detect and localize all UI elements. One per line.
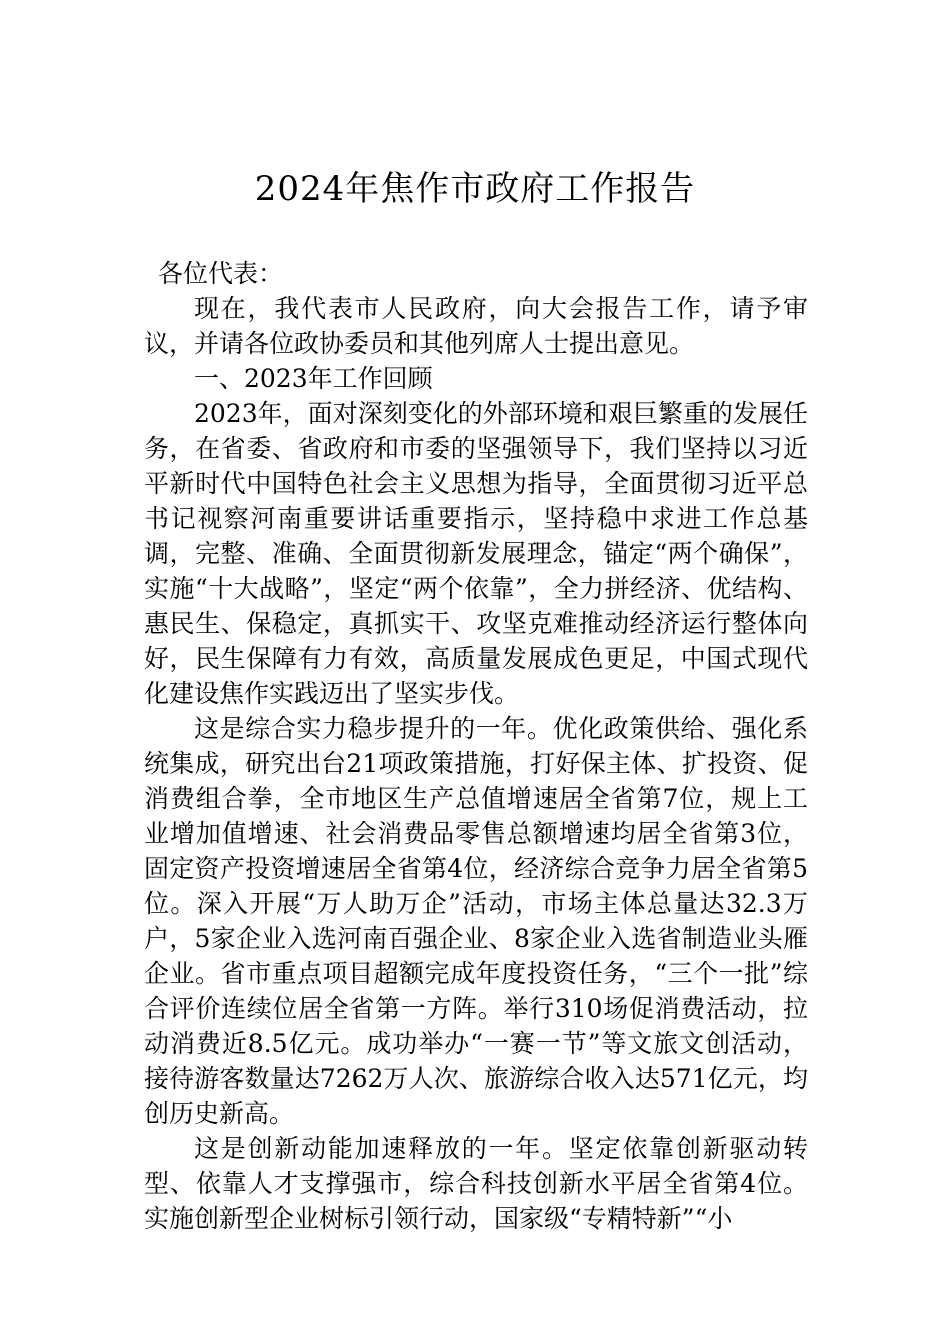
salutation: 各位代表： — [158, 259, 284, 288]
document-body — [144, 256, 808, 1236]
paragraph-strength: 这是综合实力稳步提升的一年。优化政策供给、强化系统集成，研究出台21项政策措施，打好保主体、扩投资、促消费组合拳，全市地区生产总值增速居全省第7位，规上工业增加值增速、社会消费品零售总额增速均居全省第3位，固定资产投资增速居全省第4位，经济综合竞争力居全省第5位。深入开展“万人助万企”活动，市场主体总量达32.3万户，5家企业入选河南百强企业、8家企业入选省制造业头雁企业。省市重点项目超额完成年度投资任务，“三个一批”综合评价连续位居全省第一方阵。举行310场促消费活动，拉动消费近8.5亿元。成功举办“一赛一节”等文旅文创活动，接待游客数量达7262万人次、旅游综合收入达571亿元，均创历史新高。 — [144, 714, 808, 1128]
paragraph-overview: 2023年，面对深刻变化的外部环境和艰巨繁重的发展任务，在省委、省政府和市委的坚强领导下，我们坚持以习近平新时代中国特色社会主义思想为指导，全面贯彻习近平总书记视察河南重要讲话重要指示，坚持稳中求进工作总基调，完整、准确、全面贯彻新发展理念，锚定“两个确保”，实施“十大战略”，坚定“两个依靠”，全力拼经济、优结构、惠民生、保稳定，真抓实干、攻坚克难推动经济运行整体向好，民生保障有力有效，高质量发展成色更足，中国式现代化建设焦作实践迈出了坚实步伐。 — [144, 399, 808, 708]
section-heading: 一、2023年工作回顾 — [194, 364, 433, 393]
document-title: 2024年焦作市政府工作报告 — [254, 169, 696, 209]
paragraph-intro: 现在，我代表市人民政府，向大会报告工作，请予审议，并请各位政协委员和其他列席人士提出意见。 — [144, 294, 808, 358]
paragraph-innovation: 这是创新动能加速释放的一年。坚定依靠创新驱动转型、依靠人才支撑强市，综合科技创新水平居全省第4位。实施创新型企业树标引领行动，国家级“专精特新”“小 — [144, 1134, 808, 1233]
